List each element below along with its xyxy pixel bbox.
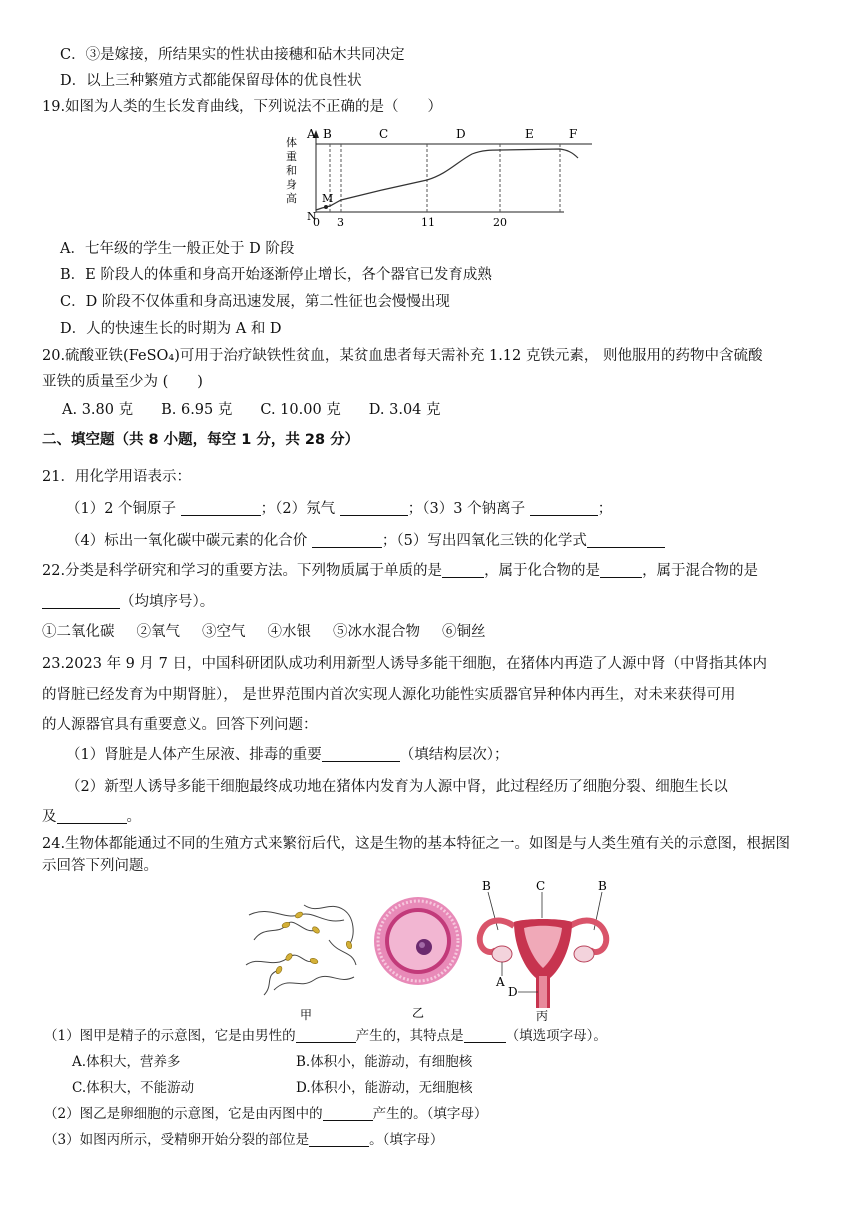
q22-item: ①二氧化碳 (42, 624, 115, 640)
q24-p1b: 产生的，其特点是 (355, 1028, 464, 1044)
q22-blank-2[interactable] (600, 561, 642, 578)
q22-item: ⑤冰水混合物 (333, 624, 420, 640)
q24-blank-4[interactable] (309, 1130, 369, 1147)
q23-p2c: 。 (126, 809, 141, 825)
q23-p1a: （1）肾脏是人体产生尿液、排毒的重要 (66, 747, 322, 763)
q24-line-1: 24.生物体都能通过不同的生殖方式来繁衍后代，这是生物的基本特征之一。如图是与人类生殖有关的示意图，根据图 (42, 836, 791, 852)
q21-part-3: ；（3）3 个钠离子 (407, 501, 526, 517)
label-d: D (508, 985, 518, 999)
q22-items (42, 622, 486, 642)
label-a: A (496, 975, 505, 989)
q19-option-d: D．人的快速生长的时期为 A 和 D (60, 321, 282, 337)
q24-p2a: （2）图乙是卵细胞的示意图，它是由丙图中的 (44, 1106, 323, 1122)
q21-part-5: （4）标出一氧化碳中碳元素的化合价 (66, 533, 308, 549)
label-b-right: B (598, 879, 607, 893)
q24-blank-2[interactable] (464, 1026, 506, 1043)
q20-option-c: C. 10.00 克 (260, 402, 341, 418)
q24-option-a: A.体积大，营养多 (72, 1054, 181, 1070)
fig-yi-label: 乙 (412, 1006, 425, 1020)
label-b-left: B (482, 879, 491, 893)
q22-item: ②氧气 (136, 624, 180, 640)
point-m (324, 205, 328, 209)
q21-blank-3[interactable] (530, 499, 598, 516)
q22-part-3: ，属于混合物的是 (642, 563, 759, 579)
q22-part-2: ，属于化合物的是 (484, 563, 601, 579)
chart-ylabel-char: 重 (286, 150, 297, 163)
q24-option-d: D.体积小，能游动，无细胞核 (296, 1080, 473, 1096)
growth-curve-chart (282, 124, 592, 230)
stage-label-c: C (379, 127, 389, 141)
q21-line-1 (66, 499, 612, 519)
q23-blank-1[interactable] (322, 745, 400, 762)
q23-part-2-cont (42, 807, 141, 827)
point-m-label: M (322, 192, 334, 205)
chart-ylabel-char: 身 (286, 178, 297, 191)
q23-line-2: 的肾脏已经发育为中期肾脏）， 是世界范围内首次实现人源化功能性实质器官异种体内再生，对未来获得可用 (42, 687, 736, 703)
q19-option-b: B．E 阶段人的体重和身高开始逐渐停止增长，各个器官已发育成熟 (60, 267, 492, 283)
q22-item: ④水银 (267, 624, 311, 640)
q19-option-c: C．D 阶段不仅体重和身高迅速发展，第二性征也会慢慢出现 (60, 294, 450, 310)
chart-ylabel-char: 体 (286, 136, 297, 149)
q22-part-4: （均填序号）。 (120, 594, 215, 610)
sperm-figure (244, 895, 364, 1023)
q20-option-b: B. 6.95 克 (161, 402, 233, 418)
q23-part-1 (66, 745, 508, 765)
q20-stem-2: 亚铁的质量至少为 ( ) (42, 374, 203, 390)
origin-label: N (307, 210, 317, 223)
q21-blank-5[interactable] (587, 531, 665, 548)
q23-line-1: 23.2023 年 9 月 7 日，中国科研团队成功利用新型人诱导多能干细胞，在猪体内再造了人源中肾（中肾指其体内 (42, 656, 767, 672)
section-title: 二、填空题（共 8 小题，每空 1 分，共 28 分） (42, 432, 360, 448)
q23-part-2: （2）新型人诱导多能干细胞最终成功地在猪体内发育为人源中肾，此过程经历了细胞分裂、细胞生长以 (66, 779, 728, 795)
q24-option-c: C.体积大，不能游动 (72, 1080, 195, 1096)
q18-option-d: D．以上三种繁殖方式都能保留母体的优良性状 (60, 73, 362, 89)
q21-stem: 21．用化学用语表示： (42, 469, 191, 485)
q24-part-1 (44, 1026, 607, 1046)
q24-p3b: 。（填字母） (369, 1132, 444, 1148)
q24-p2b: 产生的。（填字母） (372, 1106, 488, 1122)
fig-bing-label: 丙 (536, 1009, 549, 1023)
q22-line-1 (42, 561, 758, 581)
q21-blank-1[interactable] (181, 499, 261, 516)
stage-label-d: D (456, 127, 466, 141)
q19-option-a: A．七年级的学生一般正处于 D 阶段 (60, 241, 295, 257)
stage-label-a: A (307, 127, 316, 141)
q23-p1b: （填结构层次）； (399, 747, 509, 763)
q23-p2b: 及 (42, 809, 57, 825)
q21-line-2 (66, 531, 665, 551)
q24-p1c: （填选项字母）。 (505, 1028, 607, 1044)
q22-blank-1[interactable] (442, 561, 484, 578)
q19-stem: 19.如图为人类的生长发育曲线，下列说法不正确的是（ ） (42, 99, 443, 115)
q23-line-3: 的人源器官具有重要意义。回答下列问题： (42, 717, 318, 733)
q21-part-2: ；（2）氖气 (260, 501, 336, 517)
tick-3: 3 (337, 216, 344, 229)
q20-option-a: A. 3.80 克 (62, 402, 134, 418)
tick-20: 20 (493, 216, 507, 229)
ovum-figure (372, 893, 464, 1023)
q20-option-d: D. 3.04 克 (368, 402, 441, 418)
q18-option-c: C．③是嫁接，所结果实的性状由接穗和砧木共同决定 (60, 47, 405, 63)
q20-stem: 20.硫酸亚铁(FeSO₄)可用于治疗缺铁性贫血，某贫血患者每天需补充 1.12 克铁元素， 则他服用的药物中含硫酸 (42, 348, 763, 364)
q24-p3a: （3）如图丙所示，受精卵开始分裂的部位是 (44, 1132, 310, 1148)
q24-p1a: （1）图甲是精子的示意图，它是由男性的 (44, 1028, 296, 1044)
q23-blank-2[interactable] (57, 807, 127, 824)
q22-part-1: 22.分类是科学研究和学习的重要方法。下列物质属于单质的是 (42, 563, 443, 579)
q21-blank-2[interactable] (340, 499, 408, 516)
growth-curve (316, 149, 578, 210)
q22-item: ③空气 (202, 624, 246, 640)
stage-label-f: F (569, 127, 578, 141)
q24-blank-1[interactable] (296, 1026, 356, 1043)
q21-part-4: ； (597, 501, 613, 517)
chart-ylabel-char: 和 (286, 164, 297, 177)
fig-jia-label: 甲 (300, 1008, 313, 1022)
q24-part-3 (44, 1130, 443, 1150)
q24-part-2 (44, 1104, 487, 1124)
q21-blank-4[interactable] (312, 531, 382, 548)
q24-line-2: 示回答下列问题。 (42, 858, 158, 874)
q24-option-b: B.体积小，能游动，有细胞核 (296, 1054, 473, 1070)
tick-11: 11 (421, 216, 435, 229)
q22-line-2 (42, 592, 214, 612)
stage-label-b: B (323, 127, 332, 141)
q20-options (62, 400, 469, 420)
q21-part-1: （1）2 个铜原子 (66, 501, 177, 517)
uterus-figure (474, 878, 624, 1023)
q21-part-6: ；（5）写出四氧化三铁的化学式 (381, 533, 587, 549)
stage-label-e: E (525, 127, 534, 141)
chart-ylabel-char: 高 (286, 192, 297, 205)
q24-blank-3[interactable] (323, 1104, 373, 1121)
label-c: C (536, 879, 546, 893)
q22-blank-3[interactable] (42, 592, 120, 609)
q22-item: ⑥铜丝 (442, 624, 486, 640)
tick-0: 0 (313, 216, 320, 229)
